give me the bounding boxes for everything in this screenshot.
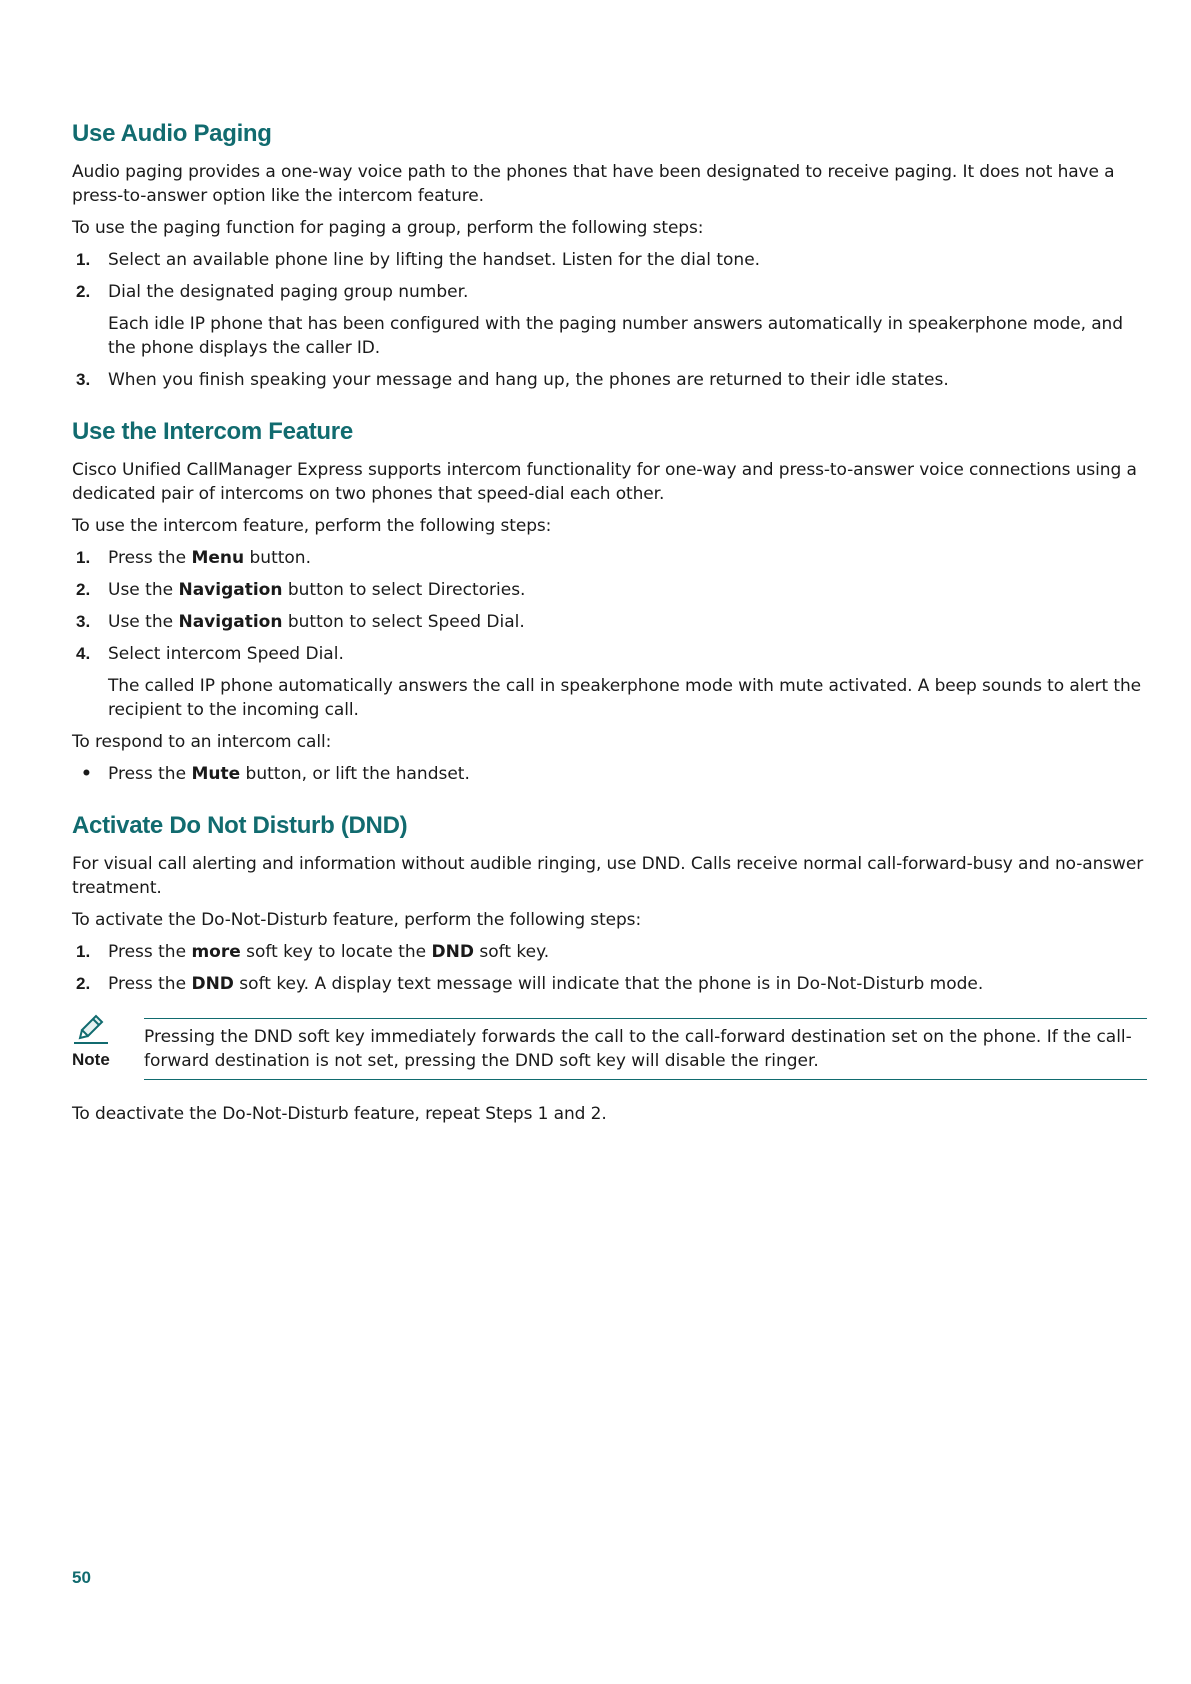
step-item [72,578,1147,602]
step-number: 1. [76,250,91,269]
paragraph: Audio paging provides a one-way voice path to the phones that have been designated to receive paging. It does not have a press-to-answer option like the intercom feature. [72,162,1115,206]
paragraph: To respond to an intercom call: [72,732,332,752]
paragraph: To deactivate the Do-Not-Disturb feature, repeat Steps 1 and 2. [72,1104,607,1124]
step-text: Press the DND soft key. A display text message will indicate that the phone is in Do-Not-Disturb mode. [108,974,984,994]
paragraph: To use the paging function for paging a group, perform the following steps: [72,218,704,238]
menu-key-label: Menu [191,548,245,568]
navigation-key-label: Navigation [178,612,283,632]
step-detail: The called IP phone automatically answers the call in speakerphone mode with mute activated. A beep sounds to alert the recipient to the incoming call. [108,676,1141,720]
step-number: 3. [76,612,91,631]
step-text: When you finish speaking your message and hang up, the phones are returned to their idle states. [108,370,949,390]
paragraph: To activate the Do-Not-Disturb feature, perform the following steps: [72,910,642,930]
step-text: Select an available phone line by lifting the handset. Listen for the dial tone. [108,250,761,270]
step-text: Use the Navigation button to select Speed Dial. [108,612,525,632]
step-number: 2. [76,974,91,993]
bullet-icon: • [81,764,92,784]
step-detail: Each idle IP phone that has been configured with the paging number answers automatically in speakerphone mode, and the phone displays the caller ID. [108,314,1123,358]
dnd-key-label: DND [191,974,234,994]
step-item [72,280,1147,304]
step-text: Dial the designated paging group number. [108,282,469,302]
step-text: Press the Menu button. [108,548,311,568]
paragraph: To use the intercom feature, perform the following steps: [72,516,552,536]
note-text: Pressing the DND soft key immediately forwards the call to the call-forward destination set on the phone. If the call-forward destination is not set, pressing the DND soft key will disable the ringer. [144,1018,1147,1080]
pencil-icon [72,1012,110,1046]
step-text: Select intercom Speed Dial. [108,644,344,664]
paragraph: For visual call alerting and information without audible ringing, use DND. Calls receive normal call-forward-busy and no-answer treatment. [72,854,1144,898]
section-title: Use Audio Paging [72,120,272,147]
more-key-label: more [191,942,241,962]
note-box [72,1018,1147,1080]
document-page [72,120,1147,1134]
paragraph: Cisco Unified CallManager Express supports intercom functionality for one-way and press-to-answer voice connections using a dedicated pair of intercoms on two phones that speed-dial each other. [72,460,1137,504]
step-item [72,248,1147,272]
step-item [72,940,1147,964]
step-item [72,642,1147,666]
step-number: 1. [76,942,91,961]
step-text: Press the more soft key to locate the DND soft key. [108,942,550,962]
bullet-item: • Press the Mute button, or lift the handset. [81,764,470,784]
step-item [72,610,1147,634]
step-number: 1. [76,548,91,567]
step-number: 4. [76,644,91,663]
step-item [72,972,1147,996]
section-title: Activate Do Not Disturb (DND) [72,812,408,839]
note-label: Note [72,1050,110,1069]
step-number: 2. [76,580,91,599]
step-number: 3. [76,370,91,389]
step-item [72,368,1147,392]
section-dnd [72,812,1147,1126]
page-number: 50 [72,1568,91,1587]
mute-key-label: Mute [191,764,241,784]
dnd-key-label: DND [431,942,474,962]
step-number: 2. [76,282,91,301]
step-item [72,546,1147,570]
section-title: Use the Intercom Feature [72,418,353,445]
navigation-key-label: Navigation [178,580,283,600]
section-intercom [72,418,1147,786]
step-text: Use the Navigation button to select Directories. [108,580,526,600]
section-audio-paging [72,120,1147,392]
